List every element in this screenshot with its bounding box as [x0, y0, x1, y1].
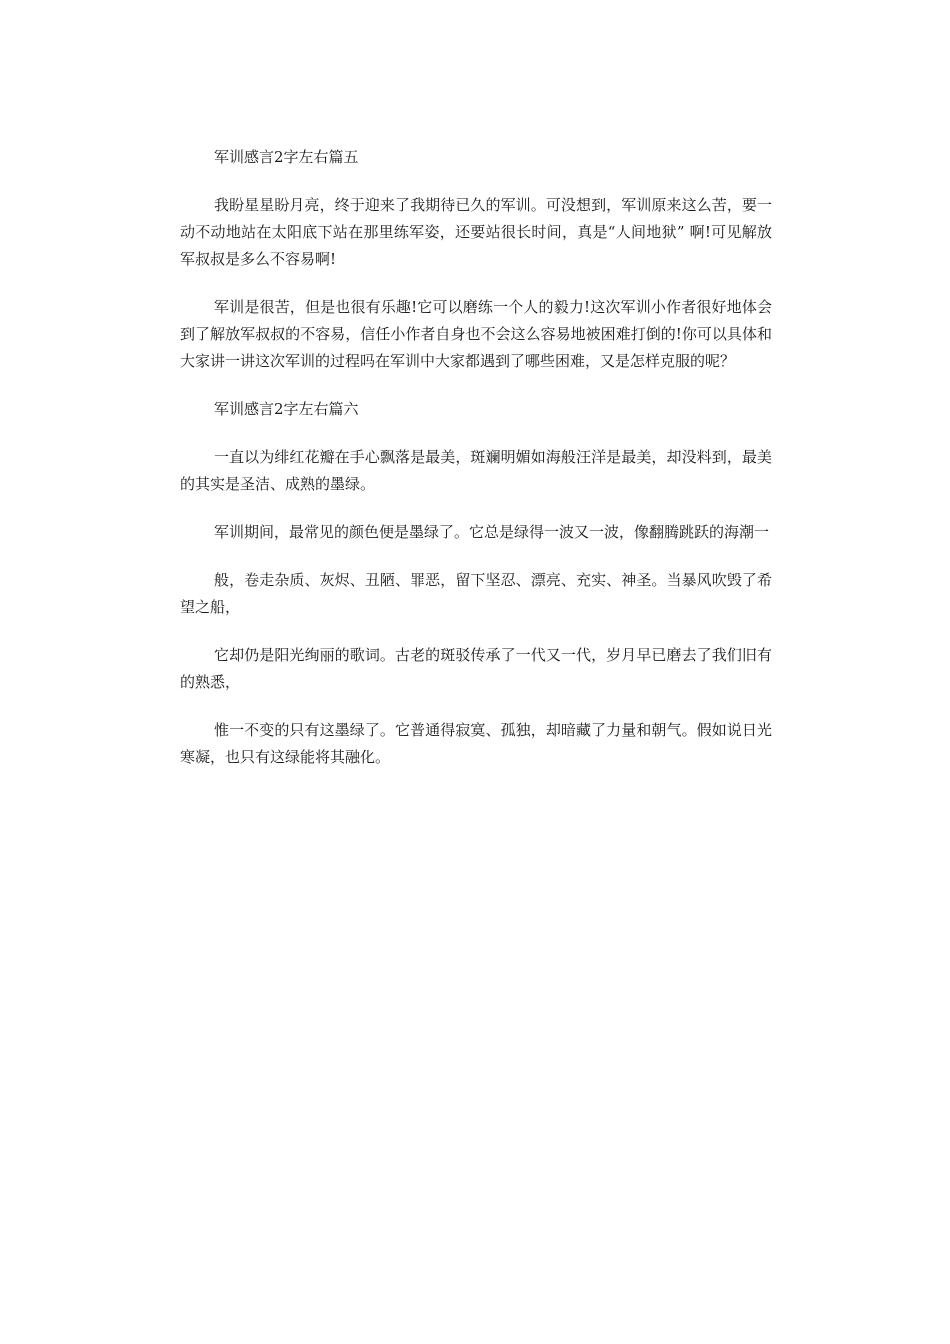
document-page — [180, 144, 772, 792]
paragraph: 惟一不变的只有这墨绿了。它普通得寂寞、孤独，却暗藏了力量和朝气。假如说日光寒凝，也只有这绿能将其融化。 — [180, 721, 772, 766]
paragraph: 般，卷走杂质、灰烬、丑陋、罪恶，留下坚忍、漂亮、充实、神圣。当暴风吹毁了希望之船， — [180, 571, 772, 616]
section-heading-6: 军训感言2字左右篇六 — [214, 400, 359, 418]
paragraph: 它却仍是阳光绚丽的歌词。古老的斑驳传承了一代又一代，岁月早已磨去了我们旧有的熟悉， — [180, 646, 772, 691]
paragraph: 军训是很苦，但是也很有乐趣!它可以磨练一个人的毅力!这次军训小作者很好地体会到了解放军叔叔的不容易，信任小作者自身也不会这么容易地被困难打倒的!你可以具体和大家讲一讲这次军训的过程吗在军训中大家都遇到了哪些困难，又是怎样克服的呢？ — [180, 298, 772, 370]
paragraph: 我盼星星盼月亮，终于迎来了我期待已久的军训。可没想到，军训原来这么苦，要一动不动地站在太阳底下站在那里练军姿，还要站很长时间，真是“人间地狱” 啊!可见解放军叔叔是多么不容易啊! — [180, 196, 772, 268]
paragraph: 军训期间，最常见的颜色便是墨绿了。它总是绿得一波又一波，像翻腾跳跃的海潮一 — [214, 523, 770, 541]
paragraph: 一直以为绯红花瓣在手心飘落是最美，斑斓明媚如海般汪洋是最美，却没料到，最美的其实是圣洁、成熟的墨绿。 — [180, 448, 772, 493]
section-heading-5: 军训感言2字左右篇五 — [214, 148, 359, 166]
